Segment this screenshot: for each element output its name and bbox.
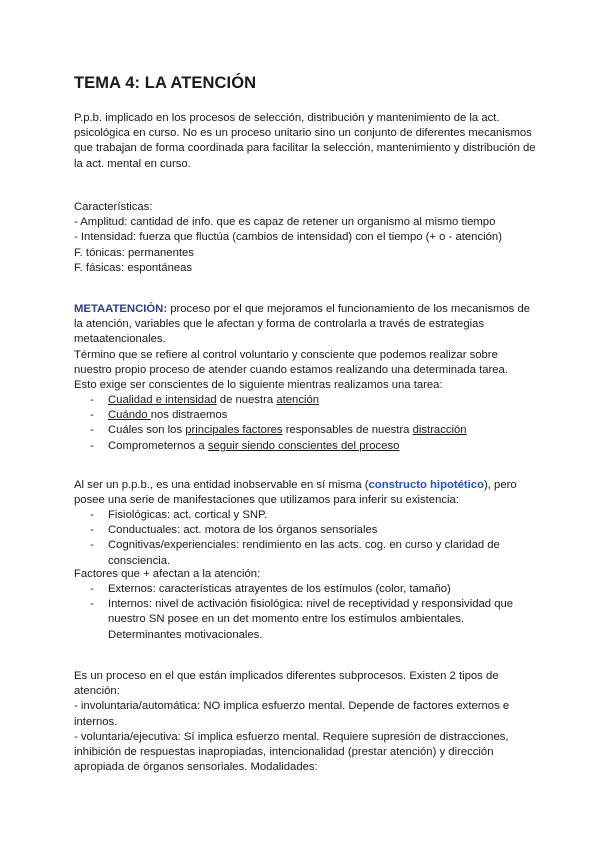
subprocesos-line: apropiada de órganos sensoriales. Modalidades: [74,761,318,774]
metaatencion-def: proceso por el que mejoramos el funcionamiento de los mecanismos de [167,303,531,315]
caracteristica-item: F. tónicas: permanentes [74,246,194,259]
pbp-paragraph [74,478,517,508]
manifestaciones-list [74,508,504,569]
intro-line: que trabajan de forma coordinada para facilitar la selección, mantenimiento y distribución de [74,142,536,155]
subprocesos-line: inhibición de respuestas inapropiadas, intencionalidad (prestar atención) y dirección [74,746,494,759]
metaatencion-line [74,302,530,317]
subprocesos-line: - involuntaria/automática: NO implica esfuerzo mental. Depende de factores externos e [74,700,510,713]
caracteristica-item: - Amplitud: cantidad de info. que es capaz de retener un organismo al mismo tiempo [74,216,496,229]
pbp-line: Al ser un p.p.b., es una entidad inobservable en sí misma (constructo hipotético), pero [74,479,517,491]
list-item: - Cuándo nos distraemos [90,409,228,422]
list-item: - Comprometernos a seguir siendo conscientes del proceso [90,439,400,452]
intro-line: psicológica en curso. No es un proceso unitario sino un conjunto de diferentes mecanismos [74,127,532,140]
metaatencion-line: metaatencionales. [74,333,166,346]
caracteristicas-section [74,200,502,276]
subprocesos-paragraph [74,669,509,775]
caracteristica-item: F. fásicas: espontáneas [74,261,193,274]
intro-line: P.p.b. implicado en los procesos de selección, distribución y mantenimiento de la act. [74,112,500,124]
factores-list [74,582,529,643]
page-title: TEMA 4: LA ATENCIÓN [74,74,257,92]
caracteristicas-heading: Características: [74,201,153,213]
metaatencion-line: Esto exige ser conscientes de lo siguiente mientras realizamos una tarea: [74,379,443,392]
metaatencion-list [74,393,534,454]
intro-paragraph [74,111,536,172]
subprocesos-line: Es un proceso en el que están implicados diferentes subprocesos. Existen 2 tipos de [74,670,499,682]
list-item: - Externos: características atrayentes de los estímulos (color, tamaño) [90,583,451,595]
metaatencion-line: Término que se refiere al control voluntario y consciente que podemos realizar sobre [74,348,498,361]
metaatencion-line: la atención, variables que le afectan y forma de controlarla a través de estrategias [74,318,485,331]
caracteristica-item: - Intensidad: fuerza que fluctúa (cambios de intensidad) con el tiempo (+ o - atención) [74,231,502,244]
list-item: - Conductuales: act. motora de los órganos sensoriales [90,524,378,537]
factores-heading: Factores que + afectan a la atención: [74,568,261,580]
constructo-hipotetico-term: constructo hipotético [368,479,484,491]
list-item: - Cuáles son los principales factores responsables de nuestra distracción [90,424,467,437]
metaatencion-term: METAATENCIÓN: [74,303,168,315]
list-item: - Fisiológicas: act. cortical y SNP. [90,509,268,521]
list-item: - Cualidad e intensidad de nuestra atención [90,394,320,406]
subprocesos-line: - voluntaria/ejecutiva: Sí implica esfuerzo mental. Requiere supresión de distracciones, [74,730,509,743]
pbp-line: posee una serie de manifestaciones que utilizamos para inferir su existencia: [74,494,459,507]
subprocesos-line: atención: [74,685,120,698]
intro-line: la act. mental en curso. [74,157,191,170]
subprocesos-line: internos. [74,715,118,728]
list-item: - Cognitivas/experienciales: rendimiento en las acts. cog. en curso y claridad de consciencia. [90,539,500,567]
metaatencion-section [74,302,530,393]
metaatencion-line: nuestro propio proceso de atender cuando estamos realizando una determinada tarea. [74,363,508,376]
list-item: - Internos: nivel de activación fisiológica: nivel de receptividad y responsividad que nuestro SN posee en un det momento entre los estímulos ambientales. Determinantes motivacionales. [90,598,514,641]
